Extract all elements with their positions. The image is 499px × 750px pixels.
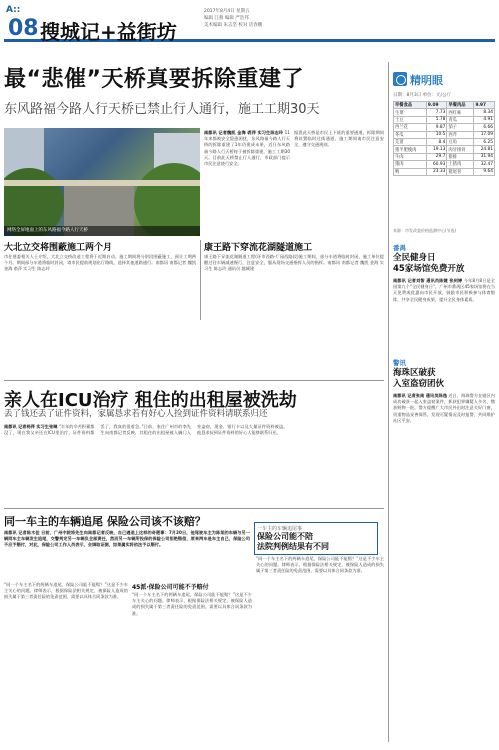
section-rule bbox=[4, 508, 384, 509]
car-subheading: 45派·保险公司可能不予赔付 bbox=[132, 584, 209, 591]
side1-kicker: 番禺 bbox=[393, 244, 406, 252]
bridge-photo bbox=[4, 128, 200, 236]
header-cell: 早餐食品 bbox=[394, 102, 427, 109]
price-row bbox=[394, 146, 495, 153]
paper-logo: A:: bbox=[6, 5, 21, 15]
price-table bbox=[393, 101, 495, 176]
item-name-cell: 牛肉 bbox=[394, 153, 427, 160]
section-rule bbox=[4, 380, 384, 381]
price-cell: 60.93 bbox=[426, 161, 447, 168]
side2-kicker: 警讯 bbox=[393, 359, 406, 367]
price-cell: 8.4 bbox=[426, 138, 447, 145]
side1-article bbox=[393, 278, 495, 348]
icu-subhead: 丢了钱还丢了证件资料，家属恳求若有好心人捡到证件资料请联系归还 bbox=[4, 409, 268, 419]
price-cell: 29.7 bbox=[426, 153, 447, 160]
price-cell: 7.73 bbox=[426, 109, 447, 116]
side2-text: 近日，海珠警方在辖区内成功破获一起入室盗窃案件，抓获犯罪嫌疑人多名，缴获赃物一批。警方提醒广大市民外出时注意关好门窗，贵重物品妥善保管，发现可疑情况及时报警，共同维护社区平安。 bbox=[393, 393, 495, 423]
price-cell: 8.34 bbox=[474, 109, 495, 116]
item-name-cell: 青瓜 bbox=[447, 116, 474, 123]
header-cell: 早餐肉品 bbox=[447, 102, 474, 109]
price-row bbox=[394, 124, 495, 131]
eye-icon bbox=[393, 72, 407, 86]
photo-caption: 网络全屏地面上的东风路福今路人行天桥 bbox=[4, 226, 200, 236]
price-row bbox=[394, 131, 495, 138]
lead-article-cont bbox=[294, 130, 384, 230]
meta-date: 2017年8月4日 星期五 bbox=[204, 9, 250, 14]
car-lead: 南都讯 记者陈木佳 日前，广州中院将先生向南都记者反映，自己遇追上这样的奇葩事：7月20日，他驾驶车主为陈某的车辆与另一辆同车主车辆发生追尾，交警判定另一车辆负全部责任，然而另一车辆所投保的保险公司拒绝赔偿，原来两车是车主自己，保险公司不应予赔付，对此，保险公司工作人员表示，会调取证据，如果属实将依法予以赔付。 bbox=[4, 530, 250, 548]
price-cell: 6.25 bbox=[474, 138, 495, 145]
sub1-text: 市住建委相关人士介绍，大北立交桥改造工程将于近期启动，施工期间将分阶段围蔽施工，预计工期两个月。期间部分车道将临时封闭，请市民提前规划出行路线，选择其他道路通行。南都讯 南都记者 魏凯 金海 裘萍 实习生 陈志玲 bbox=[4, 254, 196, 272]
sub2-title[interactable]: 康王路下穿流花湖隧道施工 bbox=[204, 243, 313, 253]
meta-editors: 编辑 江燕 编辑 严浩邦 bbox=[204, 16, 249, 21]
item-name-cell: 西红柿 bbox=[447, 109, 474, 116]
price-cell: 10.5 bbox=[426, 131, 447, 138]
item-name-cell: 土猪肉 bbox=[447, 161, 474, 168]
icu-text: “半年的辛苦积蓄都没了，现在我父亲还在ICU里治疗，证件资料都丢了，我真的很着急。”日前，家住广州市的李先生向南都记者反映，其租住的出租屋被人撬门入室盗窃，现金、银行卡以及大量证件资料被盗。他恳求捡到证件资料的好心人能够联系归还。 bbox=[4, 424, 288, 436]
car-headline[interactable]: 同一车主的车辆追尾 保险公司该不该赔？ bbox=[4, 515, 206, 528]
side2-byline: 南都讯 记者张南 通讯员陈逸 bbox=[393, 393, 447, 398]
item-name-cell: 猪肉 bbox=[394, 161, 427, 168]
price-row bbox=[394, 153, 495, 160]
lead-byline: 南都讯 记者魏凯 金海 裘萍 实习生陈志玲 bbox=[204, 130, 284, 135]
sub1-title[interactable]: 大北立交将围蔽施工两个月 bbox=[4, 243, 113, 253]
sub2-text: 康王路下穿流花湖隧道工程(环市西路-广园西路段)施工期间，部分车道将临时封闭，施工单位提醒过往车辆减速慢行，注意安全，服从现场交通指挥人员的指挥。南都讯 南都记者 魏凯 金海 实习生 陈志玲 通讯员 越城建 bbox=[204, 254, 384, 272]
icu-article bbox=[4, 424, 384, 504]
jingmingyan-header bbox=[393, 72, 495, 86]
header-cell: 9.09 bbox=[426, 102, 447, 109]
meta-designers: 美术编辑 朱志坚 校对 话春鹏 bbox=[204, 23, 263, 28]
price-row bbox=[394, 109, 495, 116]
item-name-cell: 肉牙排骨 bbox=[447, 146, 474, 153]
price-cell: 19.13 bbox=[426, 146, 447, 153]
side1-byline: 南都讯 记者刘智 通讯员陈婕 张剑婷 bbox=[393, 278, 463, 283]
item-name-cell: 猪半肥瘦肉 bbox=[394, 146, 427, 153]
item-name-cell: 芫荽 bbox=[394, 138, 427, 145]
price-cell: 24.81 bbox=[474, 146, 495, 153]
jingmingyan-title: 精明眼 bbox=[410, 74, 443, 87]
car-article-cont2: “同一个车主名下的两辆车追尾，保险公司能不能赔？”这是不少车主关心的问题。律师表示，根据保险法相关规定，被保险人造成的损失属于第三者责任险的免责范围，需要以具体合同条款为准。 bbox=[256, 556, 384, 574]
price-cell: 5.78 bbox=[426, 116, 447, 123]
price-row bbox=[394, 116, 495, 123]
right-column-divider bbox=[388, 62, 389, 742]
car-callout bbox=[254, 522, 378, 555]
item-name-cell: 鸭 bbox=[394, 168, 427, 175]
masthead bbox=[4, 2, 495, 42]
lead-text-2: 据悉此天桥是市民上下班的重要通道，拆除期间将设置临时过街通道，施工期间请市民注意安全，遵守交通规则。 bbox=[294, 130, 384, 148]
price-date: 日期：8月3日 单位：元/公斤 bbox=[393, 93, 452, 98]
main-headline[interactable]: 最“悲催”天桥真要拆除重建了 bbox=[4, 67, 304, 92]
price-cell: 6.66 bbox=[474, 124, 495, 131]
price-cell: 9.64 bbox=[474, 168, 495, 175]
header-cell: 9.97 bbox=[474, 102, 495, 109]
item-name-cell: 猪排 bbox=[447, 153, 474, 160]
callout-kicker: 一车主的车辆追尾事 bbox=[257, 526, 303, 532]
price-row bbox=[394, 138, 495, 145]
icu-headline[interactable]: 亲人在ICU治疗 租住的出租屋被洗劫 bbox=[4, 390, 297, 411]
item-name-cell: 土豆 bbox=[394, 116, 427, 123]
item-name-cell: 西芹 bbox=[447, 131, 474, 138]
masthead-meta bbox=[204, 8, 334, 29]
price-cell: 32.47 bbox=[474, 161, 495, 168]
side2-title[interactable]: 海珠区破获 入室盗窃团伙 bbox=[393, 368, 445, 389]
price-row bbox=[394, 168, 495, 175]
item-name-cell: 猪尾骨 bbox=[447, 168, 474, 175]
price-source: 来源：市发改委价格监测中心(节选) bbox=[393, 228, 457, 233]
callout-title: 保险公司能不陪 法院判例结果有不同 bbox=[257, 532, 329, 551]
column-divider bbox=[200, 240, 201, 320]
price-cell: 4.91 bbox=[474, 116, 495, 123]
page-number: 08 bbox=[8, 16, 39, 41]
lead-text: 11年来都被安全隐患困扰，东风路福今路人行天桥的拆除重建了1年仍建成未果，近日东风路福今路人行天桥终于被拆除重建，施工工期30天。目前此天桥禁止行人通行，市政部门提示市民注意绕行安全。 bbox=[204, 130, 290, 167]
main-subhead: 东风路福今路人行天桥已禁止行人通行，施工工期30天 bbox=[4, 102, 320, 117]
price-cell: 17.09 bbox=[474, 131, 495, 138]
icu-byline: 南都讯 记者杨萍 实习生张琳 bbox=[4, 424, 58, 429]
price-cell: 23.33 bbox=[426, 168, 447, 175]
item-name-cell: 生菜 bbox=[394, 109, 427, 116]
car-article-cont: “同一个车主名下的两辆车追尾，保险公司能不能赔？”这是不少车主关心的问题。律师表示，根据保险法相关规定，被保险人造成的损失属于第三者责任险的免责范围，需要以具体合同条款为准。 bbox=[132, 592, 252, 616]
item-name-cell: 西兰花 bbox=[394, 124, 427, 131]
side2-article bbox=[393, 393, 495, 745]
item-name-cell: 冬瓜 bbox=[394, 131, 427, 138]
price-row bbox=[394, 161, 495, 168]
price-table-header bbox=[394, 102, 495, 109]
car-article: “同一个车主名下的两辆车追尾，保险公司能不能赔？”这是不少车主关心的问题。律师表示，根据保险法相关规定，被保险人造成的损失属于第三者责任险的免责范围，需要以具体合同条款为准。 bbox=[4, 582, 128, 600]
price-cell: 9.87 bbox=[426, 124, 447, 131]
item-name-cell: 茄子 bbox=[447, 124, 474, 131]
side1-text: 今年8月8日是全国第九个“全民健身日”，广州市番禺区45家场馆将在当天免费或优惠向市民开放，鼓励市民积极参与体育锻炼，共享全民健身成果，提升全民身体素质。 bbox=[393, 278, 495, 302]
item-name-cell: 豆角 bbox=[447, 138, 474, 145]
lead-article bbox=[204, 130, 290, 230]
section-title: 搜城记+益街坊 bbox=[40, 20, 177, 44]
price-cell: 31.94 bbox=[474, 153, 495, 160]
side1-title[interactable]: 全民健身日 45家场馆免费开放 bbox=[393, 253, 465, 274]
